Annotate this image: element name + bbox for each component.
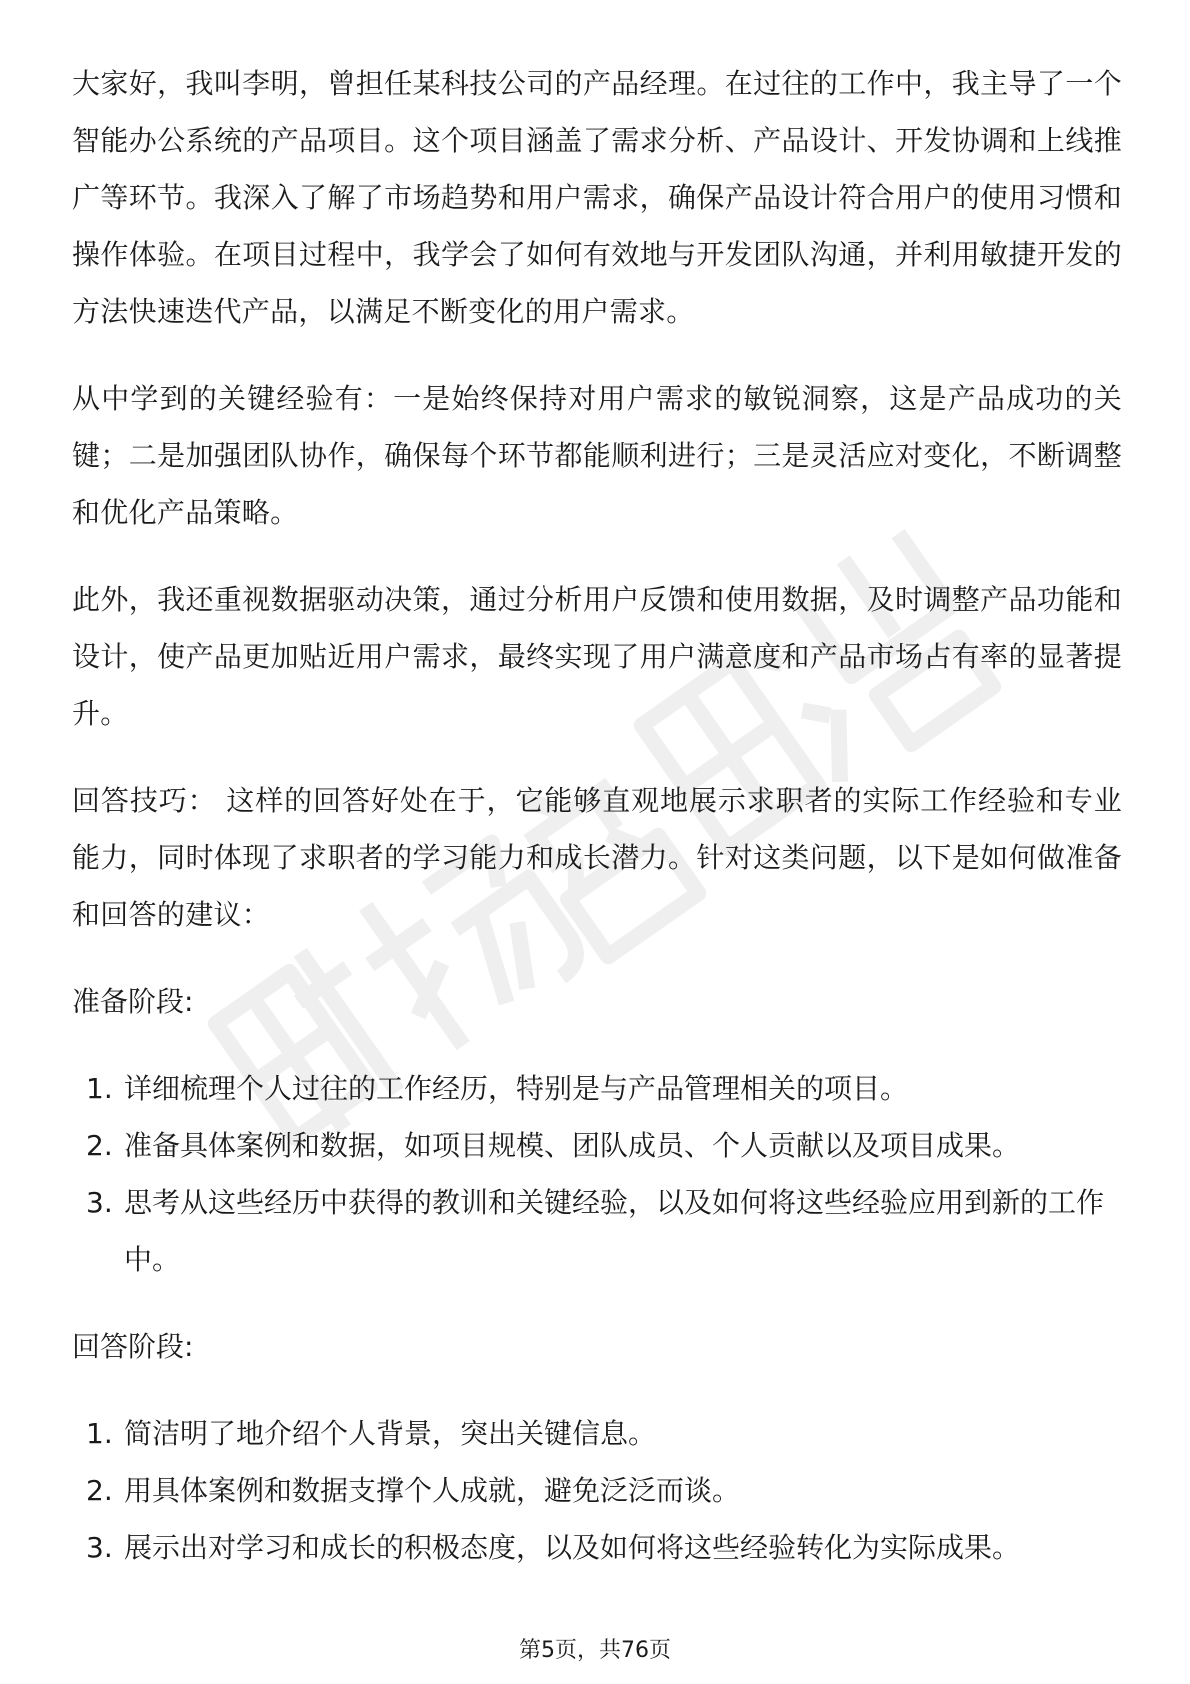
tips-paragraph: 回答技巧： 这样的回答好处在于，它能够直观地展示求职者的实际工作经验和专业能力，同时体现了求职者的学习能力和成长潜力。针对这类问题，以下是如何做准备和回答的建议： (72, 784, 1122, 931)
list-item-text: 详细梳理个人过往的工作经历，特别是与产品管理相关的项目。 (124, 1072, 909, 1105)
list-item (72, 1519, 1122, 1576)
list-item-number: 3. (86, 1186, 113, 1219)
list-item-number: 2. (86, 1129, 113, 1162)
list-item (72, 1405, 1122, 1462)
answering-list (72, 1405, 1122, 1576)
answering-heading: 回答阶段: (72, 1330, 194, 1363)
list-item-number: 1. (86, 1072, 113, 1105)
lessons-paragraph: 从中学到的关键经验有：一是始终保持对用户需求的敏锐洞察，这是产品成功的关键；二是加强团队协作，确保每个环节都能顺利进行；三是灵活应对变化，不断调整和优化产品策略。 (72, 382, 1122, 529)
page-number-footer: 第5页，共76页 (519, 1638, 671, 1663)
list-item (72, 1174, 1122, 1288)
list-item-number: 2. (86, 1474, 113, 1507)
list-item-number: 1. (86, 1417, 113, 1450)
list-item-text: 展示出对学习和成长的积极态度，以及如何将这些经验转化为实际成果。 (124, 1531, 1021, 1564)
list-item-text: 用具体案例和数据支撑个人成就，避免泛泛而谈。 (124, 1474, 741, 1507)
list-item (72, 1462, 1122, 1519)
list-item (72, 1117, 1122, 1174)
page-content (72, 55, 1122, 1606)
preparation-list (72, 1060, 1122, 1288)
list-item-text: 思考从这些经历中获得的教训和关键经验，以及如何将这些经验应用到新的工作中。 (124, 1186, 1105, 1276)
list-item-number: 3. (86, 1531, 113, 1564)
intro-paragraph: 大家好，我叫李明，曾担任某科技公司的产品经理。在过往的工作中，我主导了一个智能办公系统的产品项目。这个项目涵盖了需求分析、产品设计、开发协调和上线推广等环节。我深入了解了市场趋势和用户需求，确保产品设计符合用户的使用习惯和操作体验。在项目过程中，我学会了如何有效地与开发团队沟通，并利用敏捷开发的方法快速迭代产品，以满足不断变化的用户需求。 (72, 67, 1122, 328)
preparation-heading: 准备阶段: (72, 985, 194, 1018)
list-item-text: 简洁明了地介绍个人背景，突出关键信息。 (124, 1417, 657, 1450)
data-driven-paragraph: 此外，我还重视数据驱动决策，通过分析用户反馈和使用数据，及时调整产品功能和设计，使产品更加贴近用户需求，最终实现了用户满意度和产品市场占有率的显著提升。 (72, 583, 1122, 730)
list-item-text: 准备具体案例和数据，如项目规模、团队成员、个人贡献以及项目成果。 (124, 1129, 1021, 1162)
list-item (72, 1060, 1122, 1117)
